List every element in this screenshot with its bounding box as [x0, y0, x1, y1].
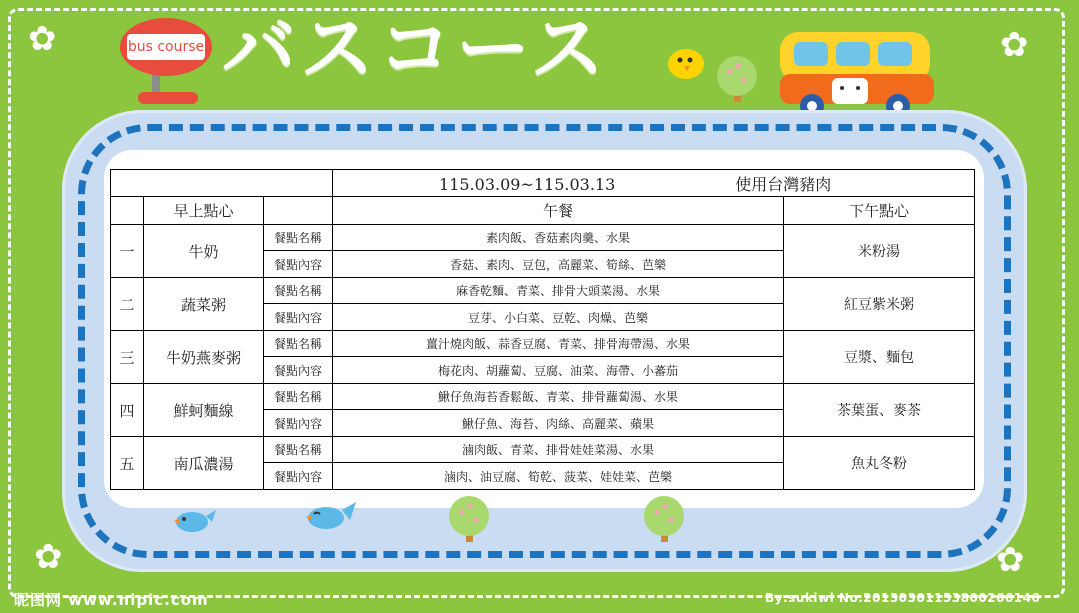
morning-snack-header: 早上點心	[144, 197, 264, 225]
meal-name-label: 餐點名稱	[264, 225, 333, 251]
day-label: 一	[111, 225, 144, 278]
bird-icon	[302, 500, 356, 532]
page-title: バスコース	[222, 6, 609, 92]
bus-stop-sign-icon	[120, 18, 212, 76]
meal-name-label: 餐點名稱	[264, 331, 333, 357]
lunch-menu-table	[110, 169, 975, 490]
afternoon-snack: 豆漿、麵包	[784, 331, 975, 384]
morning-snack: 牛奶燕麥粥	[144, 331, 264, 384]
pork-note: 使用台灣豬肉	[735, 174, 832, 194]
tree-icon	[708, 54, 766, 104]
lunch-name: 素肉飯、香菇素肉羹、水果	[333, 225, 784, 251]
lunch-content: 滷肉、油豆腐、筍乾、菠菜、娃娃菜、芭樂	[333, 463, 784, 490]
lunch-content: 梅花肉、胡蘿蔔、豆腐、油菜、海帶、小蕃茄	[333, 357, 784, 384]
lunch-name: 麻香乾麵、青菜、排骨大頭菜湯、水果	[333, 278, 784, 304]
meal-name-label: 餐點名稱	[264, 437, 333, 463]
sign-label: bus course	[127, 34, 205, 60]
lunch-name: 鰍仔魚海苔香鬆飯、青菜、排骨蘿蔔湯、水果	[333, 384, 784, 410]
date-row	[333, 170, 975, 197]
daisy-icon: ✿	[34, 537, 63, 577]
meal-content-label: 餐點內容	[264, 251, 333, 278]
bus-icon	[774, 26, 938, 120]
watermark-left: 昵图网 www.nipic.com	[14, 591, 209, 609]
sign-base	[138, 92, 198, 104]
daisy-icon: ✿	[28, 19, 57, 59]
meal-name-label: 餐點名稱	[264, 278, 333, 304]
day-label: 五	[111, 437, 144, 490]
meal-name-label: 餐點名稱	[264, 384, 333, 410]
watermark-right: By:sukiwl No.20130301153800266146	[765, 591, 1041, 605]
meal-content-label: 餐點內容	[264, 357, 333, 384]
lunch-content: 豆芽、小白菜、豆乾、肉燥、芭樂	[333, 304, 784, 331]
tree-icon	[635, 494, 693, 544]
lunch-header: 午餐	[333, 197, 784, 225]
morning-snack: 蔬菜粥	[144, 278, 264, 331]
afternoon-snack-header: 下午點心	[784, 197, 975, 225]
lunch-name: 薑汁燒肉飯、蒜香豆腐、青菜、排骨海帶湯、水果	[333, 331, 784, 357]
day-label: 三	[111, 331, 144, 384]
lunch-name: 滷肉飯、青菜、排骨娃娃菜湯、水果	[333, 437, 784, 463]
day-label: 四	[111, 384, 144, 437]
daisy-icon: ✿	[996, 540, 1025, 580]
chick-icon	[662, 42, 710, 82]
morning-snack: 鮮蚵麵線	[144, 384, 264, 437]
day-label: 二	[111, 278, 144, 331]
afternoon-snack: 茶葉蛋、麥茶	[784, 384, 975, 437]
lunch-content: 香菇、素肉、豆包，高麗菜、筍絲、芭樂	[333, 251, 784, 278]
meal-content-label: 餐點內容	[264, 304, 333, 331]
bird-icon	[170, 506, 216, 534]
afternoon-snack: 紅豆紫米粥	[784, 278, 975, 331]
date-range: 115.03.09~115.03.13	[439, 174, 616, 194]
morning-snack: 牛奶	[144, 225, 264, 278]
lunch-content: 鰍仔魚、海苔、肉絲、高麗菜、蘋果	[333, 410, 784, 437]
morning-snack: 南瓜濃湯	[144, 437, 264, 490]
afternoon-snack: 米粉湯	[784, 225, 975, 278]
meal-content-label: 餐點內容	[264, 463, 333, 490]
daisy-icon: ✿	[1000, 25, 1029, 65]
meal-content-label: 餐點內容	[264, 410, 333, 437]
tree-icon	[440, 494, 498, 544]
afternoon-snack: 魚丸冬粉	[784, 437, 975, 490]
